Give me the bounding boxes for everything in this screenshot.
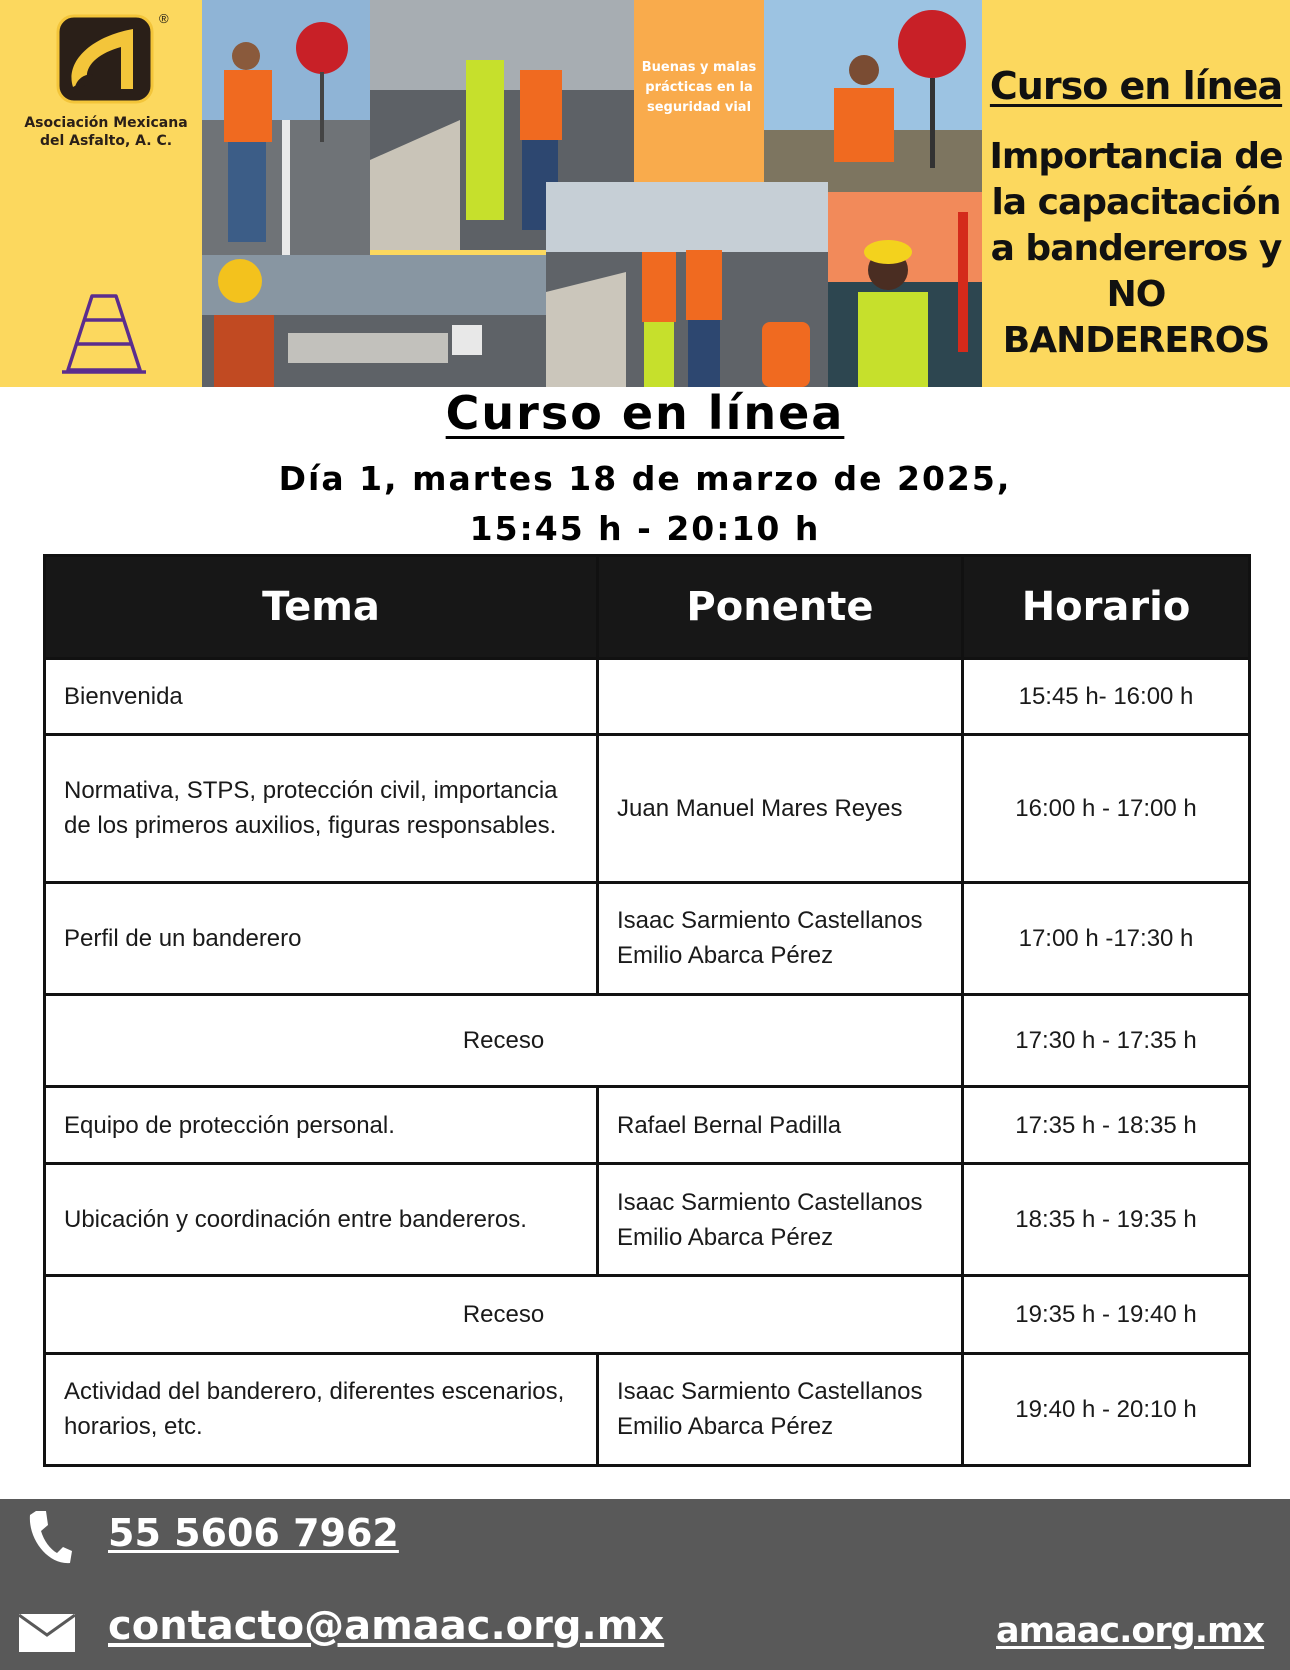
date-time-block <box>0 454 1290 554</box>
header-time: Horario <box>963 556 1250 659</box>
speaker-cell <box>598 1164 963 1276</box>
topic-cell: Actividad del banderero, diferentes escenarios, horarios, etc. <box>45 1353 598 1465</box>
speaker-cell <box>598 1353 963 1465</box>
topic-cell: Equipo de protección personal. <box>45 1087 598 1164</box>
topic-cell: Perfil de un banderero <box>45 882 598 994</box>
date-line: Día 1, martes 18 de marzo de 2025, <box>278 459 1012 498</box>
topic-cell: Normativa, STPS, protección civil, importancia de los primeros auxilios, figuras responsables. <box>45 735 598 882</box>
banner-subtitle <box>982 134 1290 364</box>
table-row <box>45 735 1250 882</box>
speaker-cell <box>598 659 963 735</box>
time-cell: 15:45 h- 16:00 h <box>963 659 1250 735</box>
tile-practices <box>634 0 764 182</box>
speaker-cell <box>598 882 963 994</box>
traffic-cone-icon <box>60 292 148 376</box>
time-cell: 19:40 h - 20:10 h <box>963 1353 1250 1465</box>
header-topic: Tema <box>45 556 598 659</box>
photo-workers-barrier <box>546 182 828 387</box>
photo-flagger-stop-sign <box>202 0 370 255</box>
speaker-name: Rafael Bernal Padilla <box>617 1111 842 1139</box>
break-cell: Receso <box>45 1276 963 1353</box>
time-cell: 17:35 h - 18:35 h <box>963 1087 1250 1164</box>
time-cell: 18:35 h - 19:35 h <box>963 1164 1250 1276</box>
speaker-name: Emilio Abarca Pérez <box>617 942 834 970</box>
table-row <box>45 1164 1250 1276</box>
photo-stop-paddle <box>764 0 982 192</box>
logo-icon <box>55 13 155 105</box>
photo-highway-traffic <box>202 255 546 387</box>
email-link[interactable]: contacto@amaac.org.mx <box>108 1603 665 1649</box>
photo-flagger-sunset <box>828 192 982 387</box>
speaker-name: Isaac Sarmiento Castellanos <box>617 907 923 935</box>
break-cell: Receso <box>45 994 963 1086</box>
speaker-name: Isaac Sarmiento Castellanos <box>617 1188 923 1216</box>
table-row-break <box>45 1276 1250 1353</box>
speaker-name: Emilio Abarca Pérez <box>617 1223 834 1251</box>
speaker-name: Emilio Abarca Pérez <box>617 1413 834 1441</box>
speaker-name: Isaac Sarmiento Castellanos <box>617 1378 923 1406</box>
registered-mark: ® <box>159 11 169 26</box>
mail-icon <box>18 1613 76 1653</box>
time-line: 15:45 h - 20:10 h <box>469 509 821 548</box>
time-cell: 17:00 h -17:30 h <box>963 882 1250 994</box>
table-row <box>45 659 1250 735</box>
organization-name: Asociación Mexicana del Asfalto, A. C. <box>24 115 188 149</box>
banner-subtitle-line: Importancia de <box>989 136 1283 177</box>
topic-cell: Ubicación y coordinación entre bandereros. <box>45 1164 598 1276</box>
banner-subtitle-line: NO BANDEREROS <box>1002 274 1270 361</box>
table-row <box>45 1087 1250 1164</box>
banner-subtitle-line: la capacitación <box>991 182 1281 223</box>
time-cell: 17:30 h - 17:35 h <box>963 994 1250 1086</box>
table-row <box>45 882 1250 994</box>
course-title-block <box>982 0 1290 387</box>
topic-cell: Bienvenida <box>45 659 598 735</box>
table-header-row <box>45 556 1250 659</box>
page-title-text: Curso en línea <box>445 386 845 440</box>
phone-link[interactable]: 55 5606 7962 <box>108 1511 399 1555</box>
contact-footer <box>0 1499 1290 1670</box>
website-link[interactable]: amaac.org.mx <box>996 1611 1265 1651</box>
header-speaker: Ponente <box>598 556 963 659</box>
time-cell: 19:35 h - 19:40 h <box>963 1276 1250 1353</box>
page-title <box>0 386 1290 440</box>
header-banner <box>0 0 1290 387</box>
banner-subtitle-line: a bandereros y <box>990 228 1282 269</box>
speaker-cell <box>598 735 963 882</box>
table-row <box>45 1353 1250 1465</box>
logo-block <box>0 0 202 387</box>
tile-practices-text: Buenas y malas prácticas en la seguridad vial <box>641 60 757 115</box>
time-cell: 16:00 h - 17:00 h <box>963 735 1250 882</box>
table-row-break <box>45 994 1250 1086</box>
phone-icon <box>26 1509 72 1565</box>
speaker-cell <box>598 1087 963 1164</box>
schedule-table <box>43 554 1251 1467</box>
banner-title: Curso en línea <box>989 64 1283 108</box>
speaker-name: Juan Manuel Mares Reyes <box>617 794 903 822</box>
